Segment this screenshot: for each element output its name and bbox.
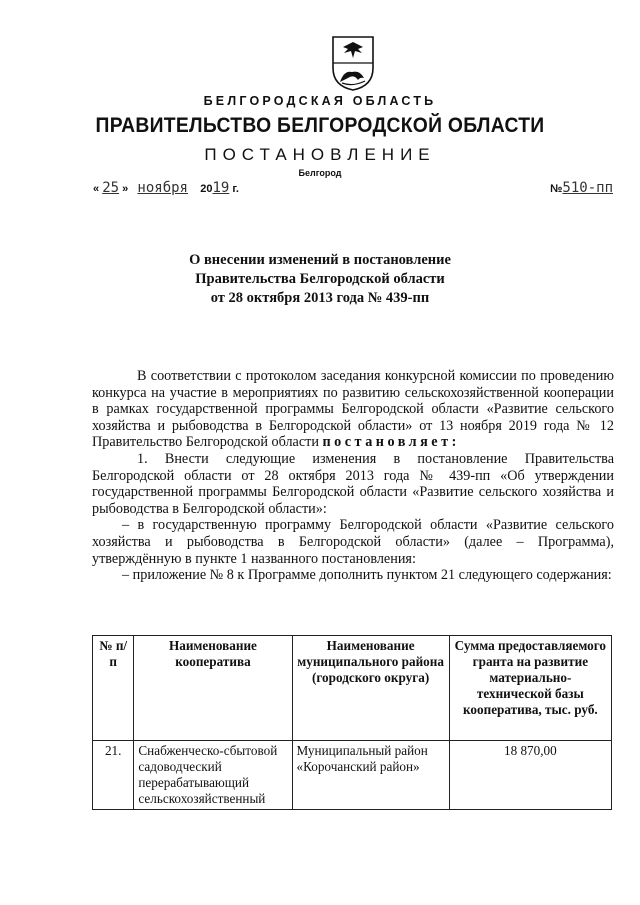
paragraph-program-change: – в государственную программу Белгородской области «Развитие сельского хозяйства и рыбоводства в Белгородской области» (далее – Программа), утверждённую в пункте 1 названного постановления: [92,517,614,567]
decree-date [93,180,239,196]
header-number: № п/п [93,636,134,741]
city-name: Белгород [298,168,342,178]
coat-of-arms-icon [330,34,376,92]
date-day: 25 [102,180,120,196]
header-cooperative: Наименование кооператива [134,636,292,741]
header-district: Наименование муниципального района (городского округа) [292,636,449,741]
document-title [0,251,640,308]
paragraph-preamble [92,368,614,451]
date-year-prefix: 20 [200,183,213,195]
number-value: 510-пп [562,180,613,196]
date-month: ноября [137,180,188,196]
paragraph-appendix-change: – приложение № 8 к Программе дополнить пунктом 21 следующего содержания: [122,567,612,584]
row-cooperative: Снабженческо-сбытовой садоводческий перерабатывающий сельскохозяйственный [134,741,292,810]
number-label: № [550,183,563,195]
government-name: ПРАВИТЕЛЬСТВО БЕЛГОРОДСКОЙ ОБЛАСТИ [95,114,545,137]
row-district: Муниципальный район «Корочанский район» [292,741,449,810]
preamble-text: В соответствии с протоколом заседания конкурсной комиссии по проведению конкурса на участие в мероприятиях по развитию сельскохозяйственной кооперации в рамках государственной программы Белгородской области «Развитие сельского хозяйства и рыбоводства в Белгородской области» от 13 ноября 2019 года № 12 Правительство Белгородской области [92,368,614,451]
header-grant-amount: Сумма предоставляемого гранта на развитие материально-технической базы кооператива, тыс. руб. [449,636,611,741]
dateline [93,180,613,200]
resolves-word: постановляет: [322,434,460,451]
title-line-2: Правительства Белгородской области [195,271,445,287]
date-year-unit: г. [232,183,239,195]
table-header-row [93,636,612,741]
date-close-quote: » [122,183,129,195]
title-line-1: О внесении изменений в постановление [189,252,451,268]
grants-table [92,635,612,810]
date-open-quote: « [93,183,100,195]
region-name: БЕЛГОРОДСКАЯ ОБЛАСТЬ [203,94,437,108]
decree-number [550,180,613,196]
document-body [92,368,614,584]
date-year-suffix: 19 [212,180,230,196]
table-row [93,741,612,810]
document-type: ПОСТАНОВЛЕНИЕ [204,145,436,164]
row-amount: 18 870,00 [449,741,611,810]
row-number: 21. [93,741,134,810]
paragraph-item-1: 1. Внести следующие изменения в постановление Правительства Белгородской области от 28 октября 2013 года № 439-пп «Об утверждении государственной программы Белгородской области «Развитие сельского хозяйства и рыбоводства в Белгородской области»: [92,450,614,517]
title-line-3: от 28 октября 2013 года № 439-пп [210,290,430,306]
